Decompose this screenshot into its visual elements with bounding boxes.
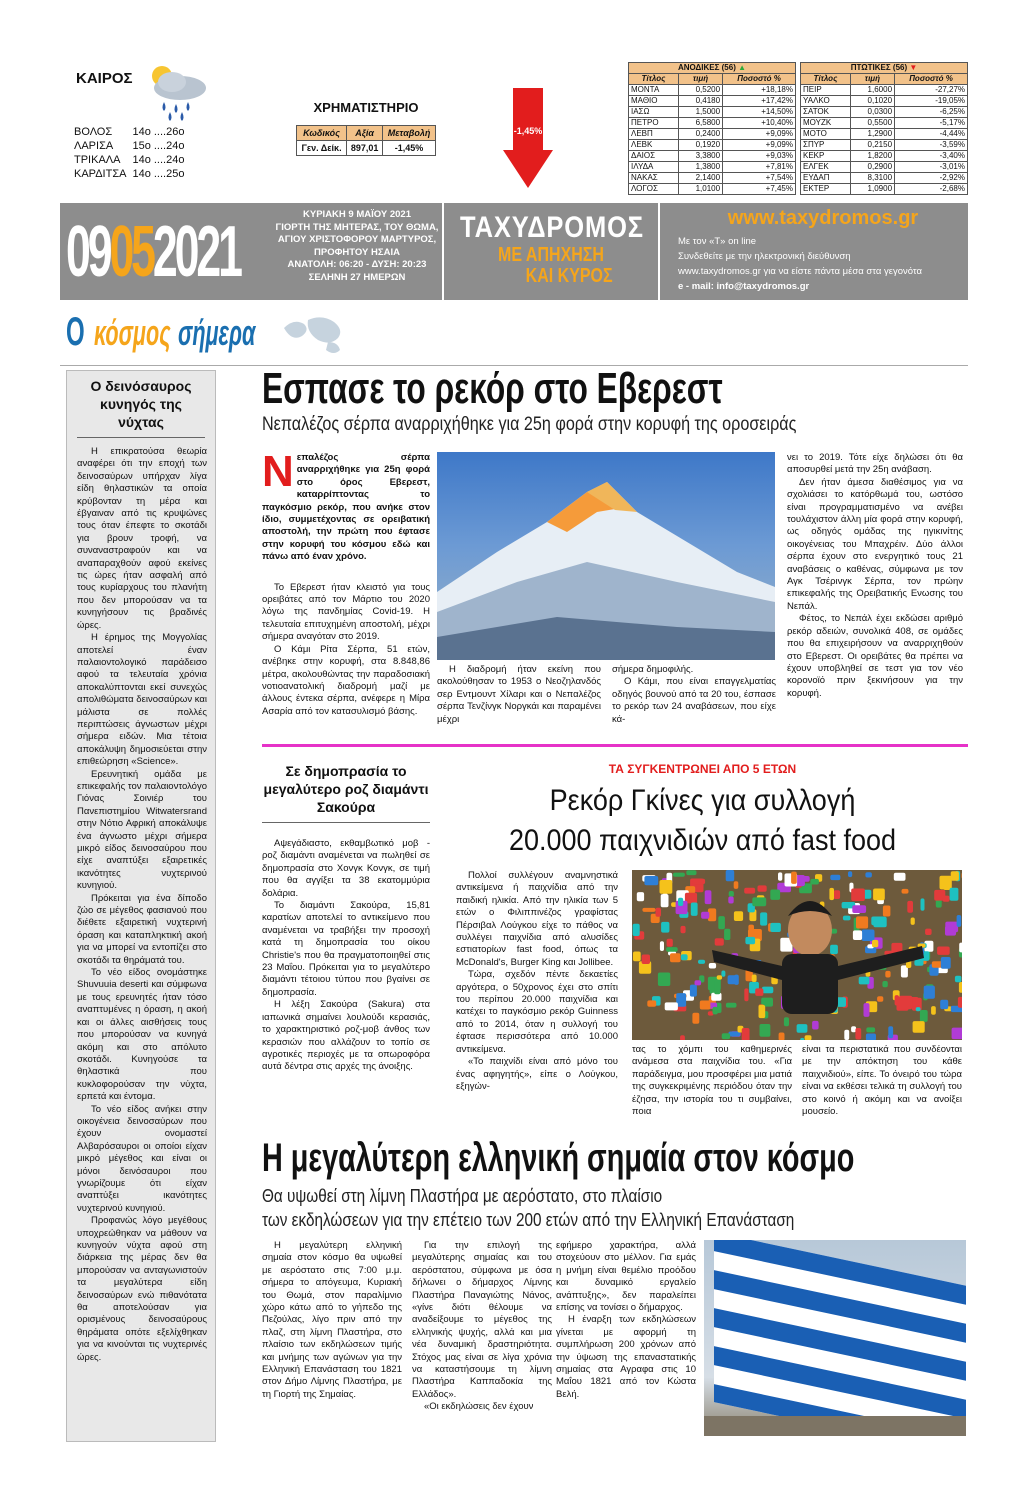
flag-photo <box>704 1240 966 1436</box>
drop-cap: Ν <box>262 447 294 496</box>
everest-photo <box>437 452 775 660</box>
percent: +9,09% <box>723 140 796 151</box>
big-date: 09052021 <box>66 212 240 292</box>
price: 0,2150 <box>850 140 894 151</box>
stock-row <box>801 173 968 184</box>
price: 2,1400 <box>678 173 722 184</box>
ticker: ΠΕΙΡ <box>801 85 851 96</box>
date-info: ΚΥΡΙΑΚΗ 9 ΜΑΪΟΥ 2021 ΓΙΟΡΤΗ ΤΗΣ ΜΗΤΕΡΑΣ, ΤΟΥ ΘΩΜΑ, ΑΓΙΟΥ ΧΡΙΣΤΟΦΟΡΟΥ ΜΑΡΤΥΡΟΣ, ΠΡΟΦΗΤΟΥ ΗΣΑΙΑ ΑΝΑΤΟΛΗ: 06:20 - ΔΥΣΗ: 20:23 ΣΕΛΗΝΗ 27 ΗΜΕΡΩΝ <box>275 209 439 283</box>
flag-col2: Για την επιλογή της μεγαλύτερης σημαίας και του αερόστατου, σύμφωνα με όσα δήλωνει ο δήμαρχος Λίμνης Πλαστήρα Παναγιώτης Νάνος, «γίνε διότι θέλουμε να αναδείξουμε το μέγεθος της ελληνικής ψυχής, αλλά και μια νέα δυναμική δραστηριότητα. Στόχος μας είναι σε λίγα χρόνια να καταστήσουμε τη λίμνη Πλαστήρα Καππαδοκία της Ελλάδος». «Οι εκδηλώσεις δεν έχουν <box>412 1240 552 1413</box>
percent: +9,03% <box>723 151 796 162</box>
stock-box <box>296 100 436 156</box>
everest-col2: Η διαδρομή ήταν εκείνη που ακολούθησαν το 1953 ο Νεοζηλανδός σερ Εντμουντ Χίλαρι και ο Νεπαλέζος σέρπα Τενζίνγκ Νοργκάι και παραμένει μέχρι <box>437 664 601 725</box>
price: 0,4180 <box>678 96 722 107</box>
ticker: ΔΑΙΟΣ <box>629 151 679 162</box>
percent: +9,09% <box>723 129 796 140</box>
ticker: ΛΕΒΠ <box>629 129 679 140</box>
col-header: Ποσοστό % <box>895 74 968 85</box>
section-word: σήμερα <box>178 312 256 353</box>
stock-row <box>801 96 968 107</box>
percent: +7,54% <box>723 173 796 184</box>
ticker: ΥΑΛΚΟ <box>801 96 851 107</box>
stock-row <box>629 173 796 184</box>
ticker: ΣΠΥΡ <box>801 140 851 151</box>
price: 1,2900 <box>850 129 894 140</box>
percent: +7,81% <box>723 162 796 173</box>
gainers-table <box>628 62 796 195</box>
stock-row <box>629 85 796 96</box>
weather-row <box>74 140 190 154</box>
everest-col3: σήμερα δημοφιλής. Ο Κάμι, που είναι επαγγελματίας οδηγός βουνού από τα 20 του, έσπασε το ρεκόρ των 24 αναβάσεων, που είχε κά- <box>612 664 776 725</box>
percent: +10,40% <box>723 118 796 129</box>
stock-row <box>629 162 796 173</box>
stock-header: Αξία <box>347 126 383 141</box>
guinness-col3: είναι τα περιστατικά που συνδέονται με την απόκτηση του κάθε παιχνιδιού», είπε. Το όνειρό του τώρα είναι να εκθέσει τελικά τη συλλογή του στο κοινό ή ακόμη και να ανοίξει μουσείο. <box>802 1044 962 1118</box>
price: 1,8200 <box>850 151 894 162</box>
stock-row <box>801 107 968 118</box>
stock-row <box>629 151 796 162</box>
percent: +18,18% <box>723 85 796 96</box>
sidebar-body: Η επικρατούσα θεωρία αναφέρει ότι την εποχή των δεινοσαύρων υπήρχαν λίγα είδη θηλαστικών τα οποία κρύβονταν τη μέρα και έβγαιναν από τις κρυψώνες τους όταν έπεφτε το σκοτάδι για βρουν τροφή, να συναναστραφούν και να αναπαραχθούν αφού εκείνες τις ώρες ήταν ασφαλή από τους κυρίαρχους του πλανήτη που δεν μπορούσαν να τα κυνηγήσουν τις βραδινές ώρες. Η έρημος της Μογγολίας αποτελεί έναν παλαιοντολογικό παράδεισο αφού τα τελευταία χρόνια αποκαλύπτονται εκεί συνεχώς απολιθώματα δεινοσαύρων και μάλιστα σε πολλές περιπτώσεις άγνωστων μέχρι σήμερα ειδών. Μια τέτοια αποκάλυψη δημοσιεύεται στην επιθεώρηση «Science». Ερευνητική ομάδα με επικεφαλής τον παλαιοντολόγο Γιόνας Σοινιέρ του Πανεπιστημίου Witwatersrand στην Νότιο Αφρική αποκάλυψε ένα άγνωστο μέχρι σήμερα μικρό είδος δεινοσαύρου που είχε αναπτύξει εξαιρετικές ικανότητες νυχτερινού κυνηγιού. Πρόκειται για ένα δίποδο ζώο σε μέγεθος φασιανού που διέθετε εξαιρετική νυχτερινή όραση και καταπληκτική ακοή για να μπορεί να εντοπίζει στο σκοτάδι τα θηράματά του. Το νέο είδος ονομάστηκε Shuvuuia deserti και σύμφωνα με τους ερευνητές ήταν τόσο αναπτυμένες η όραση, η ακοή και οι άλλες αισθήσεις τους που μπορούσαν να κυνηγά ακόμη και στο απόλυτο σκοτάδι. Κυνηγούσε τα θηλαστικά που κυκλοφορούσαν την νύχτα, ερπετά και έντομα. Το νέο είδος ανήκει στην οικογένεια δεινοσαύρων που έχουν ονομαστεί Αλβαρόσαυροι οι οποίοι είχαν μικρό μέγεθος και είναι οι μόνοι δεινόσαυροι που γνωρίζουμε ότι είχαν αναπτύξει ικανότητες νυχτερινού κυνηγιού. Προφανώς λόγο μεγέθους υποχρεώθηκαν να μάθουν να κυνηγούν νύχτα αφού στη διάρκεια της μέρας δεν θα μπορούσαν να ανταγωνιστούν τα μεγαλύτερα είδη δεινοσαύρων ενώ πιθανότατα θα αποτελούσαν για ορισμένους δεινοσαύρους θηράματα οπότε εξελίχθηκαν για να κινούνται τις νυχτερινές ώρες. <box>77 446 207 1363</box>
col-header: τιμή <box>850 74 894 85</box>
percent: -3,59% <box>895 140 968 151</box>
price: 1,3800 <box>678 162 722 173</box>
guinness-col2: τας το χόμπι του καθημερινές ανάμεσα στα παιχνίδια του. «Για παράδειγμα, μου προσφέρει μια ματιά της συγκεκριμένης περιόδου όταν την έζησα, την ιστορία του τι συμβαίνει, ποια <box>632 1044 792 1118</box>
guinness-col1: Πολλοί συλλέγουν αναμνηστικά αντικείμενα ή παιχνίδια από την παιδική ηλικία. Από την ηλικία των 5 ετών ο Φιλιππινέζος γραφίστας Πέρσιβαλ Λούγκου είχε το πάθος να συλλέγει παιχνίδια από αλυσίδες εστιατορίων fast food, όπως τα McDonald's, Burger King και Jollibee. Τώρα, σχεδόν πέντε δεκαετίες αργότερα, ο 50χρονος έχει στο σπίτι του περίπου 20.000 παιχνίδια και κατέχει το παγκόσμιο ρεκόρ Guinness από το 2014, όταν η συλλογή του έφτασε περισσότερα από 10.000 αντικείμενα. «Το παιχνίδι είναι από μόνο του ένας αφηγητής», είπε ο Λούγκου, εξηγών- <box>456 870 618 1092</box>
price: 0,2900 <box>850 162 894 173</box>
col-header: Τίτλος <box>801 74 851 85</box>
col-header: Ποσοστό % <box>723 74 796 85</box>
price: 1,0100 <box>678 184 722 195</box>
weather-row <box>74 154 190 168</box>
price: 1,5000 <box>678 107 722 118</box>
diamond-body: Αψεγάδιαστο, εκθαμβωτικό μοβ - ροζ διαμάντι αναμένεται να πωληθεί σε δημοπρασία στο Χονγκ Κονγκ, σε τιμή που θα αγγίξει τα 38 εκατομμύρια δολάρια. Το διαμάντι Σακούρα, 15,81 καρατίων αποτελεί το αντικείμενο που αναμένεται να τραβήξει την προσοχή κατά τη δημοπρασία του οίκου Christie's που θα πραγματοποιηθεί στις 23 Μαΐου. Πρόκειται για το μεγαλύτερο διαμάντι τέτοιου τύπου που βγαίνει σε δημοπρασία. Η λέξη Σακούρα (Sakura) στα ιαπωνικά σημαίνει λουλούδι κερασιάς, το χαρακτηριστικό ροζ-μοβ άνθος των κερασιών που αλλάζουν το τοπίο σε αγροτικές περιοχές με τα οπωροφόρα αυτά δέντρα στις αρχές της άνοιξης. <box>262 838 430 1073</box>
stock-header: Μεταβολή <box>383 126 436 141</box>
guinness-kicker: ΤΑ ΣΥΓΚΕΝΤΡΩΝΕΙ ΑΠΟ 5 ΕΤΩΝ <box>608 762 797 776</box>
stock-row <box>801 151 968 162</box>
percent: -5,17% <box>895 118 968 129</box>
city: ΚΑΡΔΙΤΣΑ <box>74 168 127 180</box>
col-header: Τίτλος <box>629 74 679 85</box>
losers-title: ΠΤΩΤΙΚΕΣ (56) ▼ <box>801 63 968 74</box>
masthead-banner <box>60 203 968 300</box>
sidebar-article <box>66 370 216 1442</box>
section-word: κόσμος <box>94 312 171 353</box>
ticker: ΕΛΓΕΚ <box>801 162 851 173</box>
stock-title: ΧΡΗΜΑΤΙΣΤΗΡΙΟ <box>313 100 419 115</box>
arrow-label: -1,45% <box>513 126 543 136</box>
temp: 14ο ....25ο <box>132 168 185 180</box>
city: ΛΑΡΙΣΑ <box>74 140 114 152</box>
percent: -3,01% <box>895 162 968 173</box>
stock-row <box>801 85 968 96</box>
percent: +14,50% <box>723 107 796 118</box>
ticker: ΛΟΓΟΣ <box>629 184 679 195</box>
flag-subhead-2: των εκδηλώσεων για την επέτειο των 200 ετών από την Ελληνική Επανάσταση <box>262 1210 795 1230</box>
down-arrow-icon <box>503 88 553 188</box>
down-arrow-small-icon: ▼ <box>909 63 918 72</box>
up-arrow-icon: ▲ <box>738 63 747 72</box>
ticker: ΙΑΣΩ <box>629 107 679 118</box>
website-link[interactable]: www.taxydromos.gr <box>727 207 919 229</box>
flag-col3: εφήμερο χαρακτήρα, αλλά στοχεύουν στο μέλλον. Για εμάς η μνήμη είναι θεμέλιο προόδου και δυναμικό εργαλείο ανάπτυξης», δεν παραλείπει επίσης να τονίσει ο δήμαρχος. Η έναρξη των εκδηλώσεων γίνεται με αφορμή τη συμπλήρωση 200 χρόνων από την ύψωση της επαναστατικής σημαίας στα Αγραφα στις 10 Μαΐου 1821 από τον Κώστα Βελή. <box>556 1240 696 1400</box>
percent: -3,40% <box>895 151 968 162</box>
ticker: ΜΟΥΖΚ <box>801 118 851 129</box>
world-map-icon <box>278 314 354 358</box>
stock-row <box>801 184 968 195</box>
everest-col4: νει το 2019. Τότε είχε δηλώσει ότι θα αποσυρθεί μετά την 25η ανάβαση. Δεν ήταν άμεσα διαθέσιμος για να σχολιάσει το κατόρθωμά του, ωστόσο είναι προγραμματισμένο να ανέβει τουλάχιστον άλλη μία φορά στην κορυφή, ως οδηγός ομάδας της ηγικινίτης οικογένειας του Μπαχρέιν. Δύο άλλοι σέρπα έχουν στο ενεργητικό τους 21 αναβάσεις ο καθένας, σύμφωνα με τον Αγκ Τσέρινγκ Σέρπα, τον πρώην επικεφαλής της Ορειβατικής Ενωσης του Νεπάλ. Φέτος, το Νεπάλ έχει εκδώσει αριθμό ρεκόρ αδειών, συνολικά 408, σε ομάδες που θα επιχειρήσουν να αναρριχηθούν στο Εβερεστ. Οι ορειβάτες θα πρέπει να έχουν υποβληθεί σε τεστ για τον νέο κορονοϊό πριν ξεκινήσουν για την κορυφή. <box>787 452 963 699</box>
diamond-title: Σε δημοπρασία το μεγαλύτερο ροζ διαμάντι Σακούρα <box>262 762 430 823</box>
everest-headline: Εσπασε το ρεκόρ στο Εβερεστ <box>262 364 723 413</box>
price: 0,5500 <box>850 118 894 129</box>
section-divider <box>262 744 968 747</box>
col-header: τιμή <box>678 74 722 85</box>
guinness-headline-1: Ρεκόρ Γκίνες για συλλογή <box>549 784 856 817</box>
stock-cell: 897,01 <box>347 141 383 156</box>
price: 1,6000 <box>850 85 894 96</box>
ticker: ΜΟΤΟ <box>801 129 851 140</box>
stock-row <box>801 118 968 129</box>
price: 0,5200 <box>678 85 722 96</box>
losers-table <box>800 62 968 195</box>
price: 0,0300 <box>850 107 894 118</box>
section-header <box>60 310 968 366</box>
flag-subhead-1: Θα υψωθεί στη λίμνη Πλαστήρα με αερόστατο, στο πλαίσιο <box>262 1186 663 1206</box>
price: 1,0900 <box>850 184 894 195</box>
ticker: ΣΑΤΟΚ <box>801 107 851 118</box>
percent: -19,05% <box>895 96 968 107</box>
ticker: ΙΛΥΔΑ <box>629 162 679 173</box>
flag-headline: Η μεγαλύτερη ελληνική σημαία στον κόσμο <box>262 1136 855 1180</box>
price: 8,3100 <box>850 173 894 184</box>
web-info: www.taxydromos.gr Με τον «Τ» on line Συνδεθείτε με την ηλεκτρονική διεύθυνση www.taxydromos.gr για να είστε πάντα μέσα στα γεγονότα e - mail: info@taxydromos.gr <box>678 211 968 294</box>
weather-box <box>70 62 240 202</box>
city: ΤΡΙΚΑΛΑ <box>74 154 121 166</box>
temp: 15ο ....24ο <box>132 140 185 152</box>
stock-cell: Γεν. Δείκ. <box>297 141 347 156</box>
stock-row <box>629 140 796 151</box>
ticker: ΠΕΤΡΟ <box>629 118 679 129</box>
ticker: ΕΚΤΕΡ <box>801 184 851 195</box>
stock-row <box>629 184 796 195</box>
weather-row <box>74 126 190 140</box>
stock-cell: -1,45% <box>383 141 436 156</box>
flag-col1: Η μεγαλύτερη ελληνική σημαία στον κόσμο θα υψωθεί με αερόστατο στις 7:00 μ.μ. σήμερα το απόγευμα, Κυριακή του Θωμά, στον παραλίμνιο χώρο κάτω από το γήπεδο της Πεζούλας, λίγο πριν από την πλαζ, στη λίμνη Πλαστήρα, στο πλαίσιο των εκδηλώσεων τιμής και μνήμης των αγώνων για την Ελληνική Επανάσταση του 1821 στον Δήμο Λίμνης Πλαστήρα, με τη Γιορτή της Σημαίας. <box>262 1240 402 1400</box>
city: ΒΟΛΟΣ <box>74 126 113 138</box>
ticker: ΜΑΘΙΟ <box>629 96 679 107</box>
stock-row <box>629 118 796 129</box>
percent: -27,27% <box>895 85 968 96</box>
sidebar-title: Ο δεινόσαυρος κυνηγός της νύχτας <box>77 371 205 438</box>
stock-table <box>296 125 436 156</box>
ticker: ΛΕΒΚ <box>629 140 679 151</box>
percent: -4,44% <box>895 129 968 140</box>
percent: -2,92% <box>895 173 968 184</box>
temp: 14ο ....24ο <box>132 154 185 166</box>
weather-table <box>74 126 190 182</box>
stock-header: Κωδικός <box>297 126 347 141</box>
gainers-title: ΑΝΟΔΙΚΕΣ (56) ▲ <box>629 63 796 74</box>
price: 0,2400 <box>678 129 722 140</box>
ticker: ΝΑΚΑΣ <box>629 173 679 184</box>
ticker: ΚΕΚΡ <box>801 151 851 162</box>
percent: -2,68% <box>895 184 968 195</box>
stock-row <box>629 96 796 107</box>
stock-row <box>801 162 968 173</box>
stock-row <box>629 107 796 118</box>
percent: +7,45% <box>723 184 796 195</box>
rain-cloud-icon <box>142 62 212 122</box>
section-word: Ο <box>66 310 85 354</box>
toys-photo <box>632 870 962 1040</box>
price: 3,3800 <box>678 151 722 162</box>
guinness-headline-2: 20.000 παιχνιδιών από fast food <box>508 824 897 857</box>
percent: -6,25% <box>895 107 968 118</box>
everest-col1: Νεπαλέζος σέρπα αναρριχήθηκε για 25η φορά στο όρος Εβερεστ, καταρρίπτοντας το παγκόσμιο ρεκόρ, που ανήκε στον ίδιο, συμμετέχοντας σε ορειβατική αποστολή, την πρώτη που έφτασε στην κορυφή του κόσμου εδώ και πάνω από έναν χρόνο. Το Εβερεστ ήταν κλειστό για τους ορειβάτες από τον Μάρτιο του 2020 λόγω της πανδημίας Covid-19. Η τελευταία επιτυχημένη αποστολή, μέχρι σήμερα αναγόταν στο 2019. Ο Κάμι Ρίτα Σέρπα, 51 ετών, ανέβηκε στην κορυφή, στα 8.848,86 μέτρα, ακολουθώντας την παραδοσιακή νοτιοανατολική διαδρομή μαζί με άλλους έντεκα σέρπα, ανέφερε η Μίρα Ασαρία από τον κατασυλισμό βάσης. <box>262 447 430 717</box>
stock-row <box>801 129 968 140</box>
stock-row <box>629 129 796 140</box>
percent: +17,42% <box>723 96 796 107</box>
ticker: ΜΟΝΤΑ <box>629 85 679 96</box>
email-link[interactable]: e - mail: info@taxydromos.gr <box>678 281 810 292</box>
stock-row <box>801 140 968 151</box>
price: 6,5800 <box>678 118 722 129</box>
weather-row <box>74 168 190 182</box>
newspaper-logo: ΤΑΧΥΔΡΟΜΟΣ ΜΕ ΑΠΗΧΗΣΗ ΚΑΙ ΚΥΡΟΣ <box>442 203 660 300</box>
price: 0,1920 <box>678 140 722 151</box>
ticker: ΕΥΔΑΠ <box>801 173 851 184</box>
price: 0,1020 <box>850 96 894 107</box>
everest-subhead: Νεπαλέζος σέρπα αναρριχήθηκε για 25η φορά στην κορυφή της οροσειράς <box>262 414 797 435</box>
weather-title: ΚΑΙΡΟΣ <box>76 70 133 87</box>
temp: 14ο ....26ο <box>132 126 185 138</box>
